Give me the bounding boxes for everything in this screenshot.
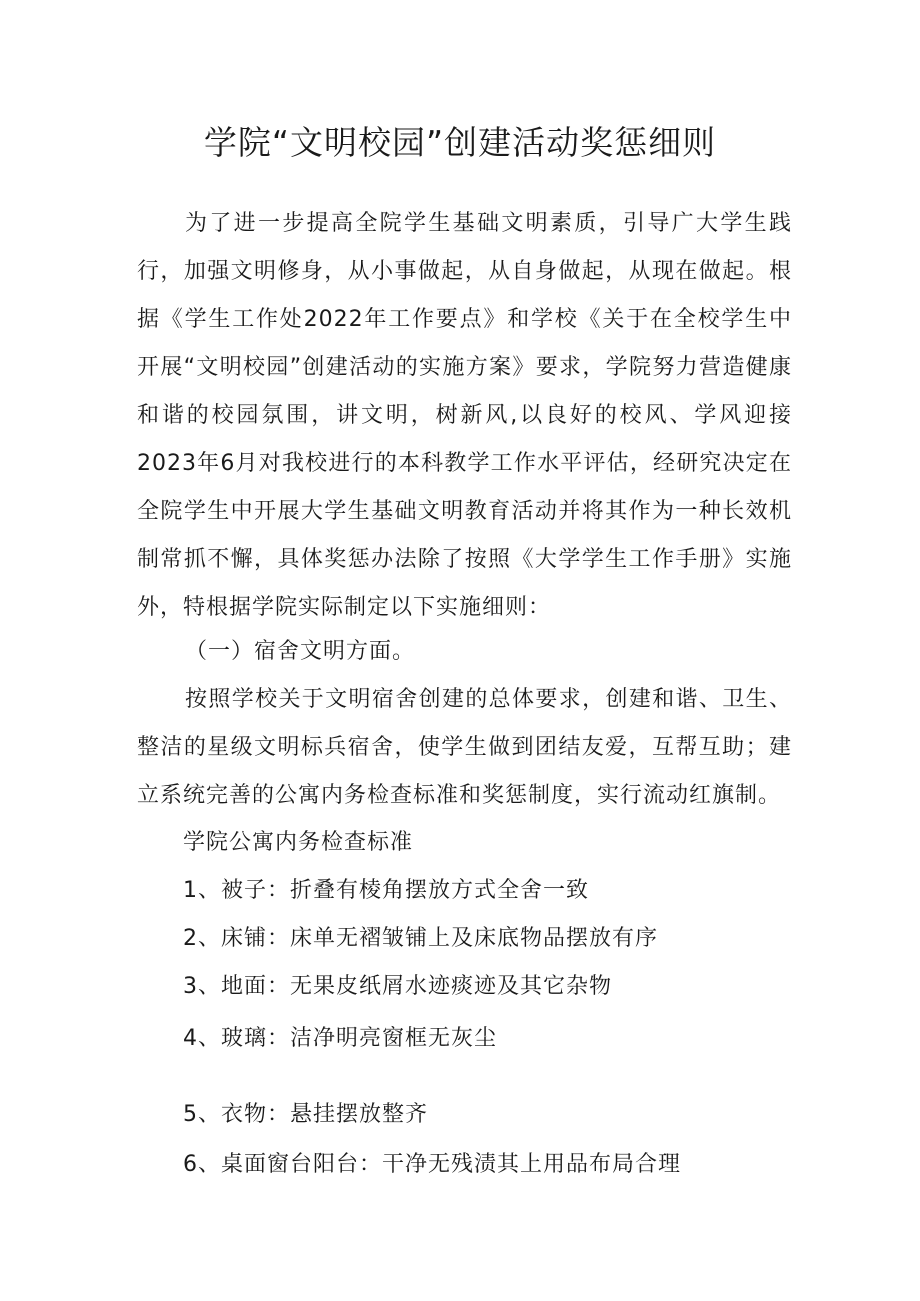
- standard-item: 4、玻璃：洁净明亮窗框无灰尘: [183, 1026, 497, 1051]
- standard-item: 5、衣物：悬挂摆放整齐: [183, 1102, 428, 1127]
- standard-item: 6、桌面窗台阳台：干净无残渍其上用品布局合理: [183, 1152, 681, 1177]
- standard-item: 1、被子：折叠有棱角摆放方式全舍一致: [183, 878, 589, 903]
- intro-paragraph: 为了进一步提高全院学生基础文明素质，引导广大学生践行，加强文明修身，从小事做起，从自身做起，从现在做起。根据《学生工作处2022年工作要点》和学校《关于在全校学生中开展“文明校园”创建活动的实施方案》要求，学院努力营造健康和谐的校园氛围，讲文明，树新风,以良好的校风、学风迎接2023年6月对我校进行的本科教学工作水平评估，经研究决定在全院学生中开展大学生基础文明教育活动并将其作为一种长效机制常抓不懈，具体奖惩办法除了按照《大学学生工作手册》实施外，特根据学院实际制定以下实施细则：: [137, 211, 792, 620]
- standards-heading: 学院公寓内务检查标准: [183, 830, 414, 855]
- standard-item: 3、地面：无果皮纸屑水迹痰迹及其它杂物: [183, 974, 612, 999]
- section-body-paragraph: 按照学校关于文明宿舍创建的总体要求，创建和谐、卫生、整洁的星级文明标兵宿舍，使学生做到团结友爱，互帮互助；建立系统完善的公寓内务检查标准和奖惩制度，实行流动红旗制。: [137, 687, 792, 808]
- document-title: 学院“文明校园”创建活动奖惩细则: [203, 123, 717, 162]
- section-heading: （一）宿舍文明方面。: [185, 639, 416, 664]
- standard-item: 2、床铺：床单无褶皱铺上及床底物品摆放有序: [183, 926, 658, 951]
